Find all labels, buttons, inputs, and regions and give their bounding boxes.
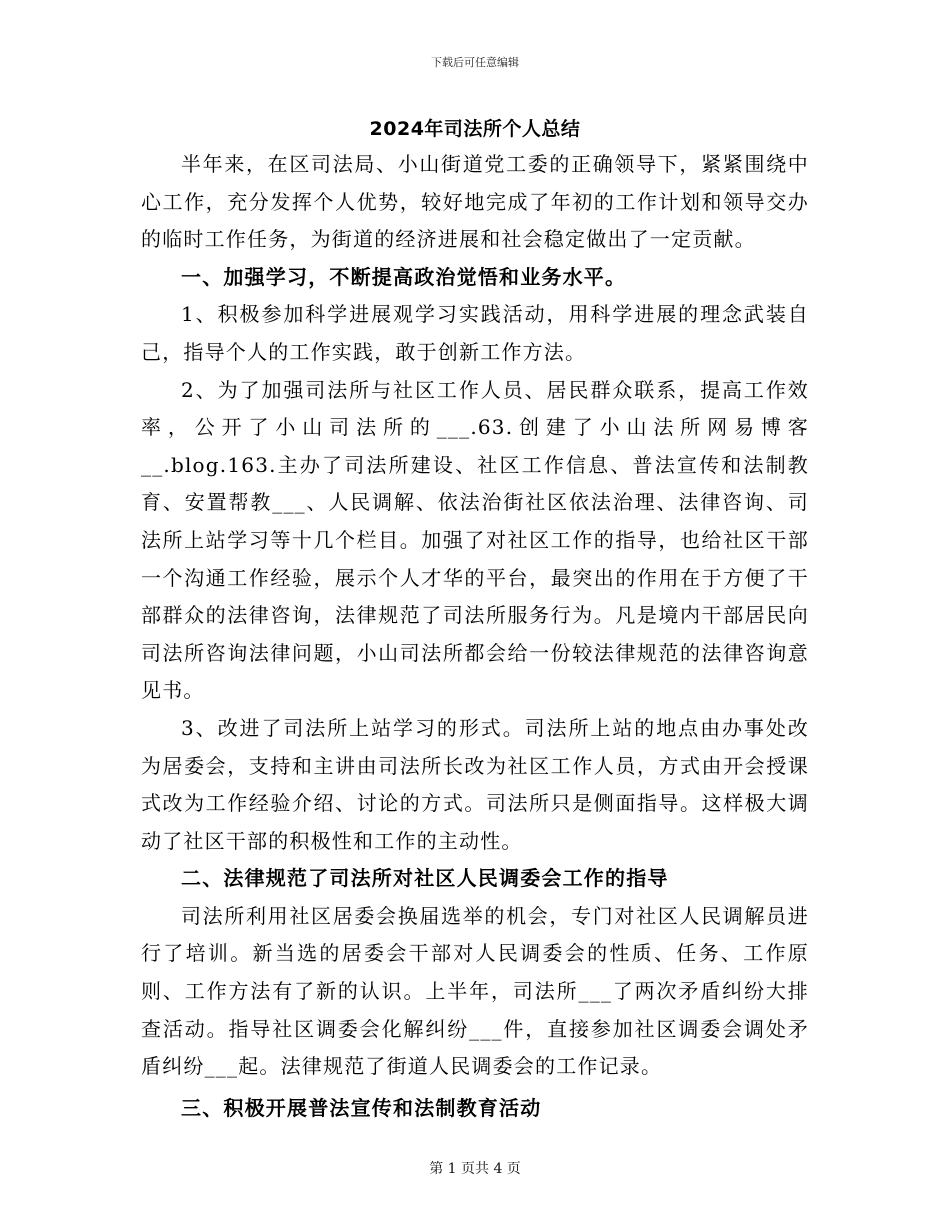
- paragraph-item-1: 1、积极参加科学进展观学习实践活动，用科学进展的理念武装自己，指导个人的工作实践，敢于创新工作方法。: [141, 302, 809, 364]
- header-note: 下载后可任意编辑: [431, 56, 519, 69]
- paragraph-item-3: 3、改进了司法所上站学习的形式。司法所上站的地点由办事处改为居委会，支持和主讲由司法所长改为社区工作人员，方式由开会授课式改为工作经验介绍、讨论的方式。司法所只是侧面指导。这样极大调动了社区干部的积极性和工作的主动性。: [141, 715, 809, 853]
- document-body: [141, 146, 809, 1127]
- document-title: 2024年司法所个人总结: [369, 118, 581, 140]
- section-heading-1: 一、加强学习，不断提高政治觉悟和业务水平。: [181, 264, 627, 289]
- paragraph-mediation: 司法所利用社区居委会换届选举的机会，专门对社区人民调解员进行了培训。新当选的居委会干部对人民调委会的性质、任务、工作原则、工作方法有了新的认识。上半年，司法所___了两次矛盾纠纷大排查活动。指导社区调委会化解纠纷___件，直接参加社区调委会调处矛盾纠纷___起。法律规范了街道人民调委会的工作记录。: [141, 903, 809, 1079]
- page-number: 第 1 页共 4 页: [429, 1161, 521, 1177]
- section-heading-3: 三、积极开展普法宣传和法制教育活动: [181, 1095, 542, 1120]
- section-heading-2: 二、法律规范了司法所对社区人民调委会工作的指导: [181, 866, 669, 891]
- paragraph-intro: 半年来，在区司法局、小山街道党工委的正确领导下，紧紧围绕中心工作，充分发挥个人优势，较好地完成了年初的工作计划和领导交办的临时工作任务，为街道的经济进展和社会稳定做出了一定贡献。: [141, 152, 809, 252]
- paragraph-item-2: 2、为了加强司法所与社区工作人员、居民群众联系，提高工作效率，公开了小山司法所的___.63.创建了小山法所网易博客__.blog.163.主办了司法所建设、社区工作信息、普法宣传和法制教育、安置帮教___、人民调解、依法治街社区依法治理、法律咨询、司法所上站学习等十几个栏目。加强了对社区工作的指导，也给社区干部一个沟通工作经验，展示个人才华的平台，最突出的作用在于方便了干部群众的法律咨询，法律规范了司法所服务行为。凡是境内干部居民向司法所咨询法律问题，小山司法所都会给一份较法律规范的法律咨询意见书。: [141, 377, 809, 703]
